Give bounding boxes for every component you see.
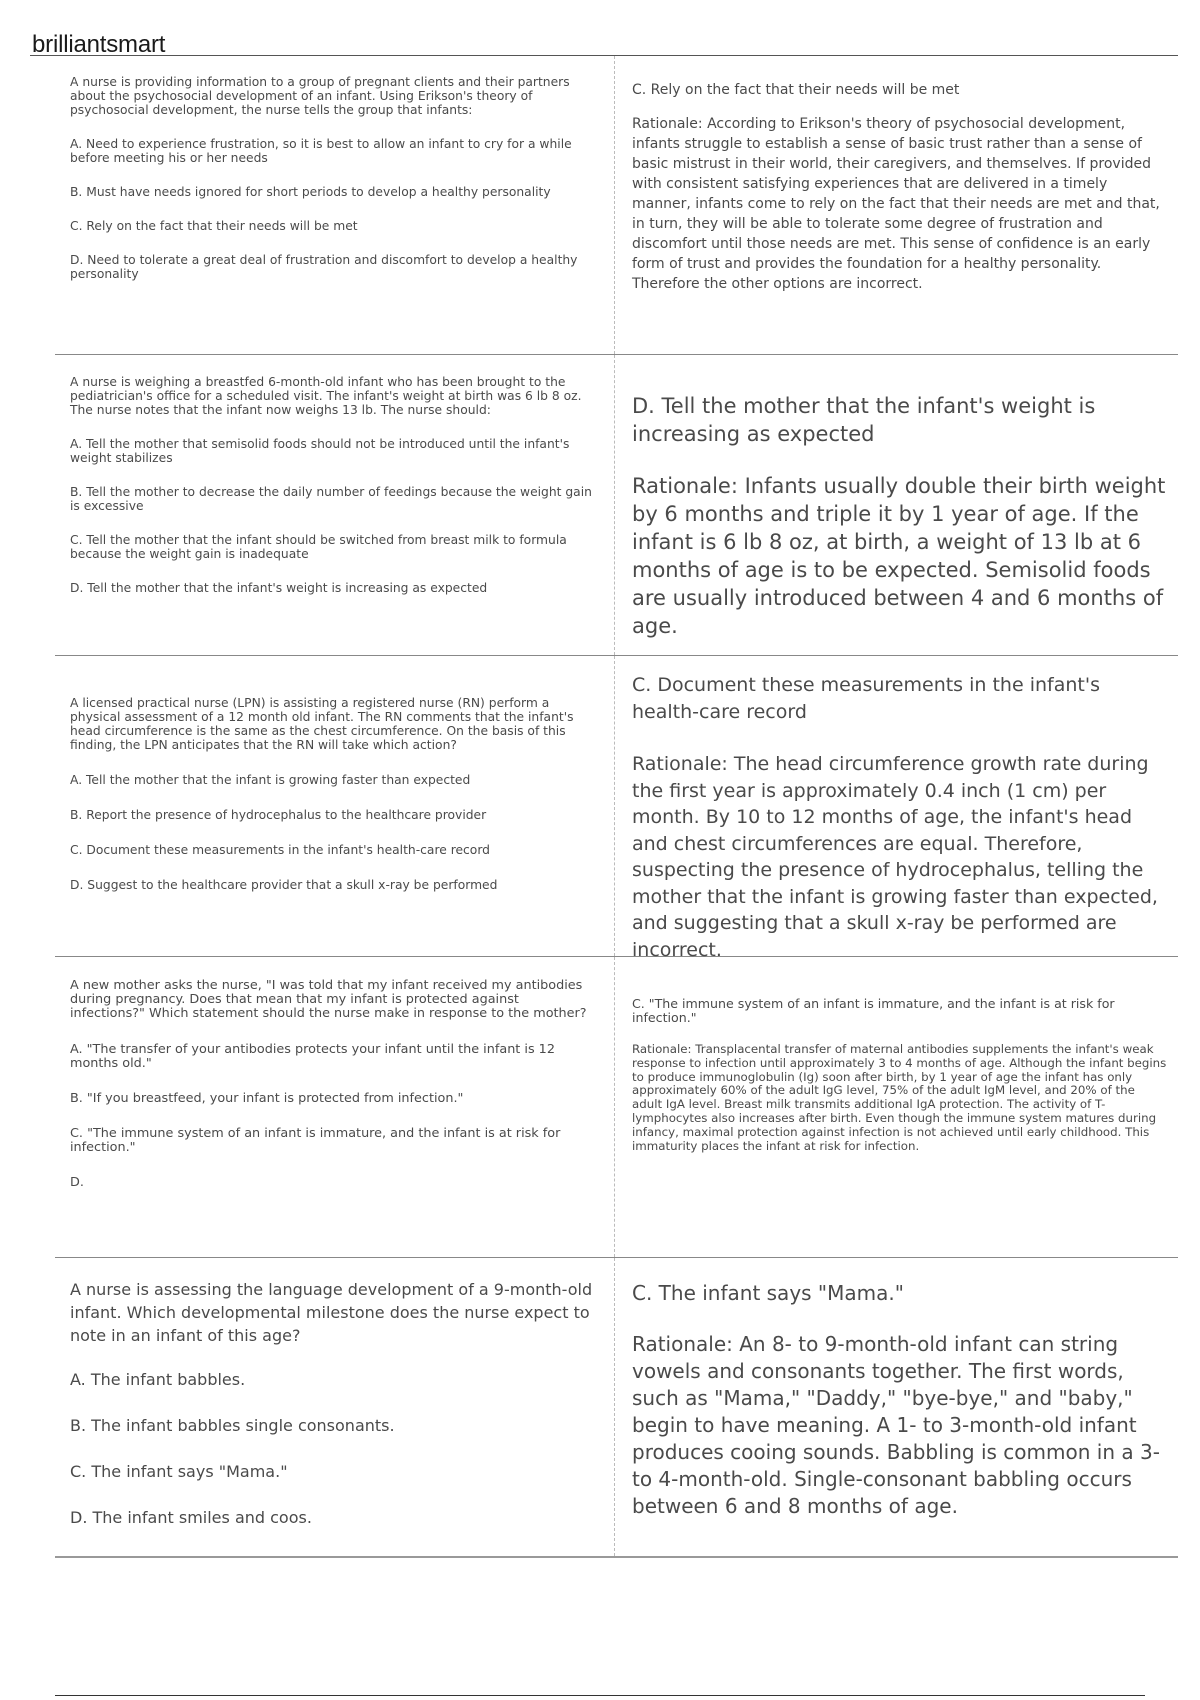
question-cell <box>55 355 614 655</box>
option-b: B. The infant babbles single consonants. <box>70 1416 395 1435</box>
footer-rule <box>55 1695 1145 1696</box>
column-divider <box>614 656 615 956</box>
option-a: A. Need to experience frustration, so it is best to allow an infant to cry for a while before meeting his or her needs <box>70 137 572 165</box>
flashcard-row <box>55 355 1178 656</box>
option-b: B. Tell the mother to decrease the daily number of feedings because the weight gain is excessive <box>70 485 592 513</box>
flashcard-row <box>55 656 1178 961</box>
rationale-text: Rationale: Transplacental transfer of maternal antibodies supplements the infant's weak response to infection until approximately 3 to 4 months of age. Although the infant begins to produce immunoglobulin (Ig) soon after birth, by 1 year of age the infant has only approximately 60% of the adult IgG level, 75% of the adult IgM level, and 20% of the adult IgA level. Breast milk transmits additional IgA protection. The activity of T-lymphocytes also increases after birth. Even though the immune system matures during infancy, maximal protection against infection is not achieved until early childhood. This immaturity places the infant at risk for infection. <box>632 1042 1167 1153</box>
option-a: A. "The transfer of your antibodies protects your infant until the infant is 12 months old." <box>70 1042 555 1071</box>
option-d: D. Tell the mother that the infant's weight is increasing as expected <box>70 581 488 595</box>
column-divider <box>614 957 615 1257</box>
question-text: A licensed practical nurse (LPN) is assisting a registered nurse (RN) perform a physical assessment of a 12 month old infant. The RN comments that the infant's head circumference is the same as the chest circumference. On the basis of this finding, the LPN anticipates that the RN will take which action? <box>70 696 574 752</box>
answer-cell <box>614 656 1178 961</box>
flashcard-row <box>55 957 1178 1258</box>
option-d: D. The infant smiles and coos. <box>70 1508 312 1527</box>
flashcard-table <box>55 56 1178 1558</box>
option-d: D. Suggest to the healthcare provider that a skull x-ray be performed <box>70 878 498 892</box>
option-d: D. Need to tolerate a great deal of frustration and discomfort to develop a healthy personality <box>70 253 578 281</box>
rationale-text: Rationale: The head circumference growth rate during the first year is approximately 0.4 inch (1 cm) per month. By 10 to 12 months of age, the infant's head and chest circumferences are equal. Therefore, suspecting the presence of hydrocephalus, telling the mother that the infant is growing faster than expected, and suggesting that a skull x-ray be performed are incorrect. <box>632 753 1158 961</box>
question-text: A nurse is assessing the language development of a 9-month-old infant. Which developmental milestone does the nurse expect to note in an infant of this age? <box>70 1280 593 1345</box>
answer-cell <box>614 957 1178 1257</box>
answer-text: C. Document these measurements in the infant's health-care record <box>632 674 1100 723</box>
option-a: A. The infant babbles. <box>70 1370 246 1389</box>
answer-text: D. Tell the mother that the infant's weight is increasing as expected <box>632 394 1096 446</box>
answer-text: C. "The immune system of an infant is immature, and the infant is at risk for infection." <box>632 996 1115 1025</box>
flashcard-row <box>55 1258 1178 1558</box>
answer-text: C. Rely on the fact that their needs will be met <box>632 82 960 98</box>
question-cell <box>55 1258 614 1556</box>
flashcard-row <box>55 56 1178 355</box>
option-c: C. The infant says "Mama." <box>70 1462 288 1481</box>
option-c: C. Document these measurements in the infant's health-care record <box>70 843 490 857</box>
option-b: B. "If you breastfeed, your infant is protected from infection." <box>70 1091 464 1106</box>
answer-cell <box>614 355 1178 655</box>
rationale-text: Rationale: An 8- to 9-month-old infant can string vowels and consonants together. The first words, such as "Mama," "Daddy," "bye-bye," and "baby," begin to have meaning. A 1- to 3-month-old infant produces cooing sounds. Babbling is common in a 3- to 4-month-old. Single-consonant babbling occurs between 6 and 8 months of age. <box>632 1332 1160 1518</box>
rationale-text: Rationale: According to Erikson's theory of psychosocial development, infants struggle to establish a sense of basic trust rather than a sense of basic mistrust in their world, their caregivers, and themselves. If provided with consistent satisfying experiences that are delivered in a timely manner, infants come to rely on the fact that their needs are met and that, in turn, they will be able to tolerate some degree of frustration and discomfort until those needs are met. This sense of confidence is an early form of trust and provides the foundation for a healthy personality. Therefore the other options are incorrect. <box>632 116 1160 292</box>
option-b: B. Must have needs ignored for short periods to develop a healthy personality <box>70 185 551 199</box>
answer-text: C. The infant says "Mama." <box>632 1281 904 1305</box>
option-d: D. <box>70 1175 84 1190</box>
answer-cell <box>614 1258 1178 1556</box>
question-cell <box>55 656 614 956</box>
question-text: A nurse is providing information to a group of pregnant clients and their partners about the psychosocial development of an infant. Using Erikson's theory of psychosocial development, the nurse tells the group that infants: <box>70 75 570 117</box>
option-a: A. Tell the mother that the infant is growing faster than expected <box>70 773 471 787</box>
option-a: A. Tell the mother that semisolid foods should not be introduced until the infant's weight stabilizes <box>70 437 570 465</box>
option-c: C. Rely on the fact that their needs will be met <box>70 219 358 233</box>
column-divider <box>614 355 615 655</box>
column-divider <box>614 1258 615 1556</box>
question-cell <box>55 957 614 1257</box>
question-text: A nurse is weighing a breastfed 6-month-old infant who has been brought to the pediatrician's office for a scheduled visit. The infant's weight at birth was 6 lb 8 oz. The nurse notes that the infant now weighs 13 lb. The nurse should: <box>70 375 582 417</box>
option-b: B. Report the presence of hydrocephalus to the healthcare provider <box>70 808 487 822</box>
brand-title: brilliantsmart <box>32 31 166 58</box>
question-cell <box>55 56 614 354</box>
column-divider <box>614 56 615 354</box>
option-c: C. Tell the mother that the infant should be switched from breast milk to formula because the weight gain is inadequate <box>70 533 567 561</box>
rationale-text: Rationale: Infants usually double their birth weight by 6 months and triple it by 1 year of age. If the infant is 6 lb 8 oz, at birth, a weight of 13 lb at 6 months of age is to be expected. Semisolid foods are usually introduced between 4 and 6 months of age. <box>632 474 1166 638</box>
answer-cell <box>614 56 1178 354</box>
option-c: C. "The immune system of an infant is immature, and the infant is at risk for infection." <box>70 1126 561 1155</box>
question-text: A new mother asks the nurse, "I was told that my infant received my antibodies during pregnancy. Does that mean that my infant is protected against infections?" Which statement should the nurse make in response to the mother? <box>70 978 587 1021</box>
